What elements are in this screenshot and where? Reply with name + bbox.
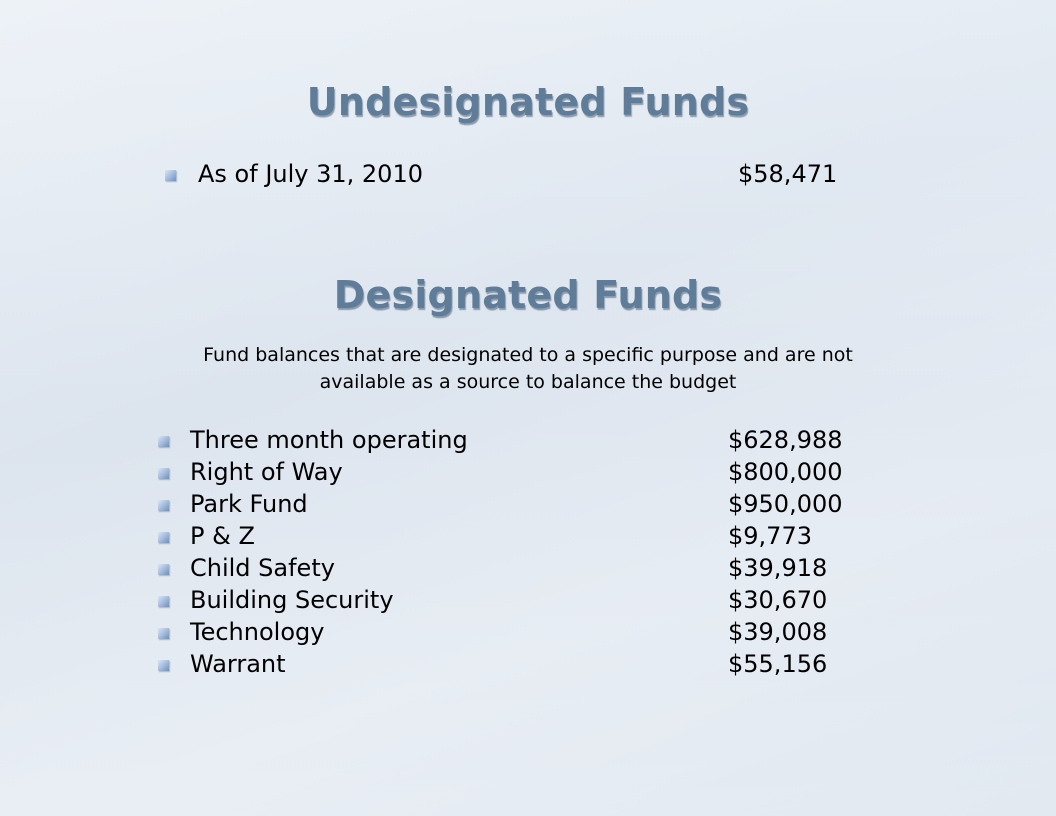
- item-label: Building Security: [190, 586, 394, 614]
- undesignated-funds-title: Undesignated Funds: [306, 80, 750, 124]
- list-item: [158, 424, 878, 456]
- square-bullet-icon: [158, 596, 169, 607]
- undesignated-funds-item: [165, 158, 865, 190]
- square-bullet-icon: [165, 170, 176, 181]
- item-amount: $628,988: [728, 426, 843, 454]
- item-label: P & Z: [190, 522, 255, 550]
- description-line-1: Fund balances that are designated to a specific purpose and are not: [203, 344, 853, 366]
- item-label: Technology: [190, 618, 325, 646]
- description-line-2: available as a source to balance the budget: [319, 371, 737, 393]
- item-label: Park Fund: [190, 490, 308, 518]
- square-bullet-icon: [158, 436, 169, 447]
- list-item: [158, 648, 878, 680]
- list-item: [158, 520, 878, 552]
- square-bullet-icon: [158, 532, 169, 543]
- list-item: [158, 552, 878, 584]
- square-bullet-icon: [158, 468, 169, 479]
- item-label: Three month operating: [190, 426, 468, 454]
- list-item: [158, 616, 878, 648]
- list-item: [158, 584, 878, 616]
- square-bullet-icon: [158, 564, 169, 575]
- item-label: Child Safety: [190, 554, 335, 582]
- item-amount: $9,773: [728, 522, 812, 550]
- item-label: Right of Way: [190, 458, 343, 486]
- item-amount: $39,008: [728, 618, 828, 646]
- item-amount: $39,918: [728, 554, 828, 582]
- item-amount: $55,156: [728, 650, 828, 678]
- item-amount: $950,000: [728, 490, 843, 518]
- item-label: As of July 31, 2010: [198, 160, 423, 188]
- item-label: Warrant: [190, 650, 286, 678]
- designated-funds-title: Designated Funds: [333, 273, 723, 317]
- square-bullet-icon: [158, 660, 169, 671]
- designated-funds-description: [0, 342, 1056, 396]
- square-bullet-icon: [158, 500, 169, 511]
- list-item: [158, 456, 878, 488]
- item-amount: $58,471: [738, 160, 838, 188]
- square-bullet-icon: [158, 628, 169, 639]
- item-amount: $800,000: [728, 458, 843, 486]
- list-item: [158, 488, 878, 520]
- item-amount: $30,670: [728, 586, 828, 614]
